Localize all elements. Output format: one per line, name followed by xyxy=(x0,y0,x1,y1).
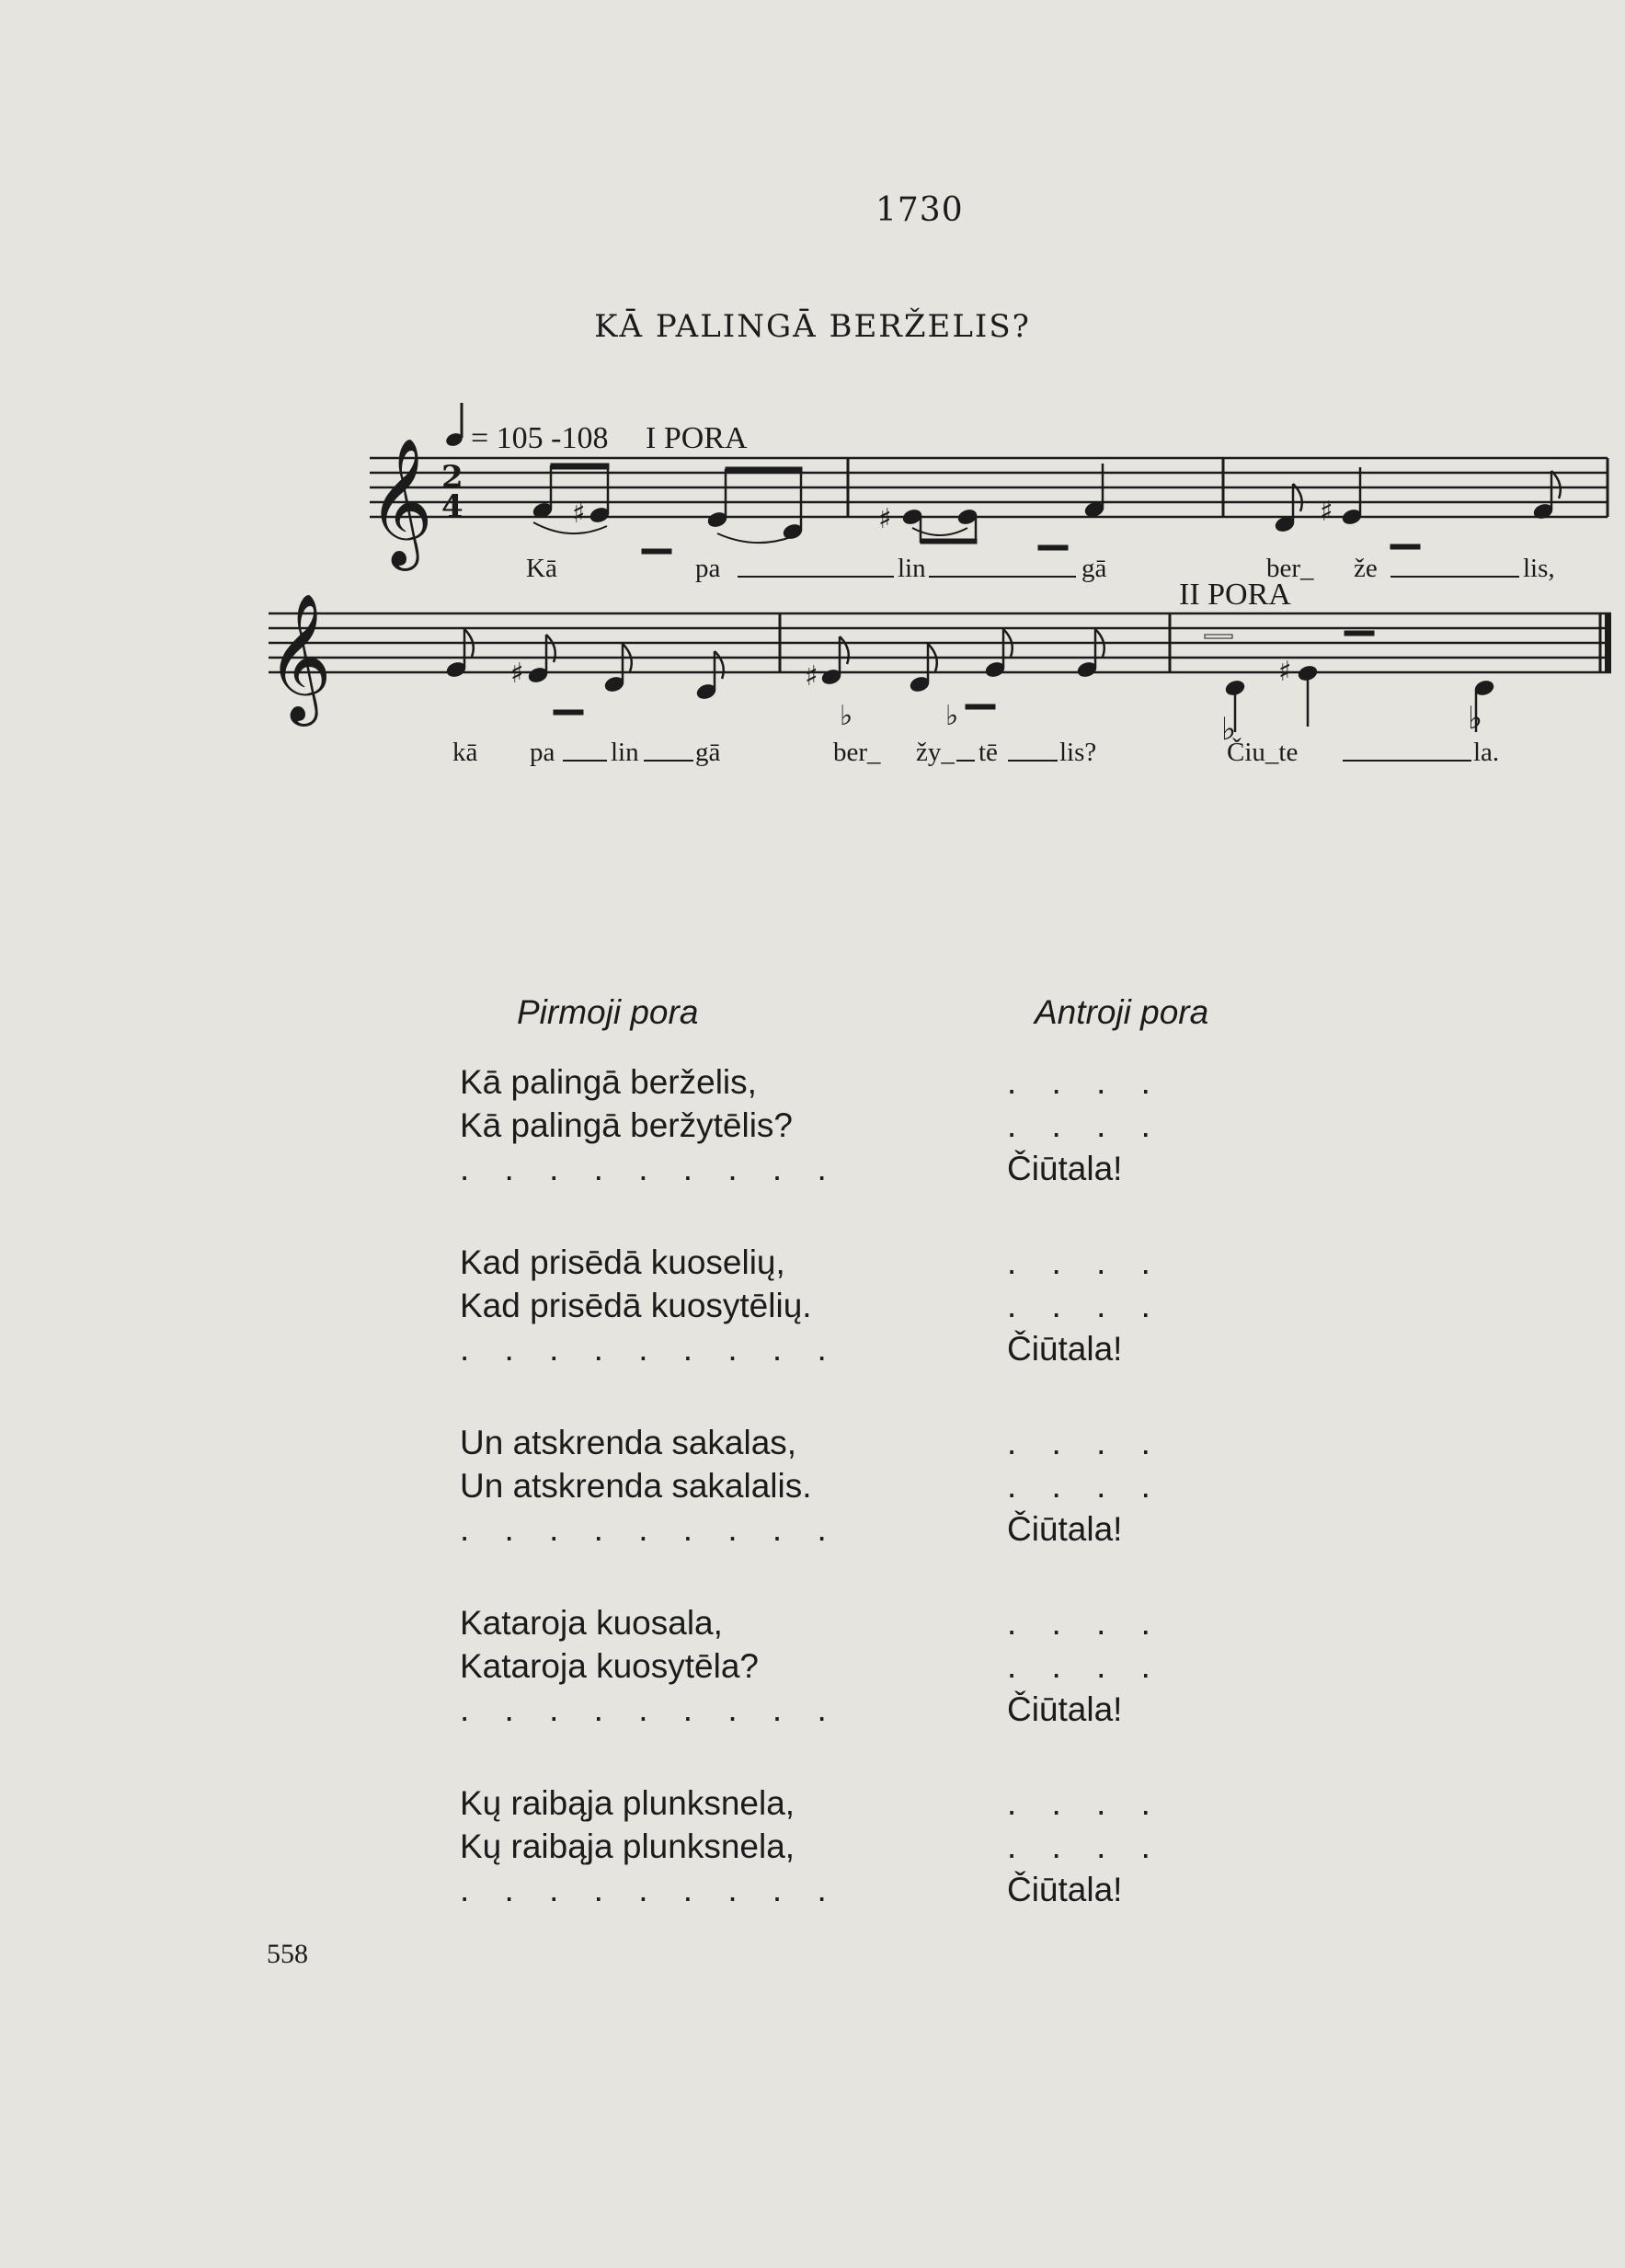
refrain-dots: . . . . xyxy=(1007,1647,1163,1685)
refrain-dots: . . . . xyxy=(1007,1106,1163,1144)
stanza xyxy=(460,1421,840,1551)
verse-dots: . . . . . . . . . xyxy=(460,1871,840,1908)
lyric-syllable: Kā xyxy=(526,554,557,583)
svg-text:♭: ♭ xyxy=(945,700,959,732)
hyphen-line xyxy=(738,576,894,578)
refrain xyxy=(1007,1601,1163,1731)
notes-line-2 xyxy=(445,629,1495,748)
lyric-syllable: Čiu_te xyxy=(1227,738,1299,767)
final-barline xyxy=(1605,613,1611,672)
lyric-syllable: la. xyxy=(1473,738,1500,767)
verse-line: Kā palingā berželis, xyxy=(460,1063,757,1101)
part-one-label: I PORA xyxy=(646,421,748,455)
refrain-dots: . . . . xyxy=(1007,1287,1163,1324)
refrain xyxy=(1007,1421,1163,1551)
verse-line: Kad prisēdā kuosytēlių. xyxy=(460,1287,812,1324)
verse-dots: . . . . . . . . . xyxy=(460,1690,840,1728)
verse-line: Kataroja kuosala, xyxy=(460,1604,723,1642)
svg-text:♯: ♯ xyxy=(1278,656,1292,688)
refrain-text: Čiūtala! xyxy=(1007,1871,1123,1908)
svg-text:♭: ♭ xyxy=(840,700,853,732)
refrain-dots: . . . . xyxy=(1007,1243,1163,1281)
refrain-dots: . . . . xyxy=(1007,1063,1163,1101)
svg-text:♭: ♭ xyxy=(1468,700,1483,737)
refrain xyxy=(1007,1060,1163,1190)
lyric-syllable: lin xyxy=(898,554,926,583)
verse-line: Kų raibąja plunksnela, xyxy=(460,1784,795,1822)
page-number: 558 xyxy=(267,1939,308,1969)
treble-clef-icon: 𝄞 xyxy=(368,438,433,566)
notes-line-1 xyxy=(532,464,1561,554)
svg-text:♭: ♭ xyxy=(1221,711,1237,748)
refrain xyxy=(1007,1781,1163,1911)
verse-dots: . . . . . . . . . xyxy=(460,1510,840,1548)
song-title: KĀ PALINGĀ BERŽELIS? xyxy=(594,308,1031,345)
column-heading-second-pair: Antroji pora xyxy=(1035,993,1209,1031)
lyric-syllable: kā xyxy=(452,738,478,767)
verse-dots: . . . . . . . . . xyxy=(460,1330,840,1368)
svg-text:♯: ♯ xyxy=(572,498,586,530)
refrain-text: Čiūtala! xyxy=(1007,1690,1123,1728)
svg-text:♯: ♯ xyxy=(805,660,818,693)
refrain xyxy=(1007,1241,1163,1370)
time-signature-bottom: 4 xyxy=(441,488,463,525)
hyphen-line xyxy=(1008,760,1058,762)
svg-text:♯: ♯ xyxy=(878,503,892,535)
treble-clef-icon: 𝄞 xyxy=(267,593,332,721)
refrain-text: Čiūtala! xyxy=(1007,1150,1123,1187)
lyric-syllable: lis, xyxy=(1523,554,1555,583)
verse-line: Kų raibąja plunksnela, xyxy=(460,1827,795,1865)
refrain-dots: . . . . xyxy=(1007,1784,1163,1822)
hyphen-line xyxy=(1390,576,1519,578)
lyric-syllable: lis? xyxy=(1059,738,1097,767)
column-heading-first-pair: Pirmoji pora xyxy=(517,993,699,1031)
stanza xyxy=(460,1601,840,1731)
lyric-syllable: ber_ xyxy=(833,738,881,767)
hyphen-line xyxy=(1343,760,1471,762)
lyric-syllable: pa xyxy=(530,738,555,767)
verse-line: Kad prisēdā kuoselių, xyxy=(460,1243,785,1281)
hyphen-line xyxy=(563,760,607,762)
verse-line: Un atskrenda sakalalis. xyxy=(460,1467,812,1505)
lyric-syllable: gā xyxy=(1081,554,1107,583)
stanza xyxy=(460,1060,840,1190)
music-score xyxy=(0,0,1625,828)
time-signature-top: 2 xyxy=(441,459,463,496)
song-number: 1730 xyxy=(875,191,964,229)
staff-line-2 xyxy=(269,613,1611,672)
svg-text:♯: ♯ xyxy=(510,658,524,690)
stanza xyxy=(460,1781,840,1911)
svg-text:♯: ♯ xyxy=(1320,496,1333,528)
quarter-note-icon xyxy=(444,403,463,448)
refrain-dots: . . . . xyxy=(1007,1827,1163,1865)
verse-line: Kataroja kuosytēla? xyxy=(460,1647,759,1685)
lyric-syllable: pa xyxy=(695,554,721,583)
hyphen-line xyxy=(644,760,693,762)
refrain-dots: . . . . xyxy=(1007,1467,1163,1505)
part-two-label: II PORA xyxy=(1179,578,1291,612)
refrain-text: Čiūtala! xyxy=(1007,1510,1123,1548)
refrain-dots: . . . . xyxy=(1007,1604,1163,1642)
verse-line: Kā palingā beržytēlis? xyxy=(460,1106,793,1144)
hyphen-line xyxy=(956,760,975,762)
verse-dots: . . . . . . . . . xyxy=(460,1150,840,1187)
refrain-text: Čiūtala! xyxy=(1007,1330,1123,1368)
lyric-syllable: žy_ xyxy=(916,738,955,767)
lyric-syllable: lin xyxy=(611,738,639,767)
stanza xyxy=(460,1241,840,1370)
verse-line: Un atskrenda sakalas, xyxy=(460,1424,797,1461)
refrain-dots: . . . . xyxy=(1007,1424,1163,1461)
lyric-syllable: ber_ xyxy=(1266,554,1314,583)
hyphen-line xyxy=(929,576,1076,578)
lyric-syllable: gā xyxy=(695,738,721,767)
lyric-syllable: tē xyxy=(978,738,998,767)
tempo-marking: = 105 -108 xyxy=(471,421,609,455)
lyric-syllable: že xyxy=(1354,554,1378,583)
